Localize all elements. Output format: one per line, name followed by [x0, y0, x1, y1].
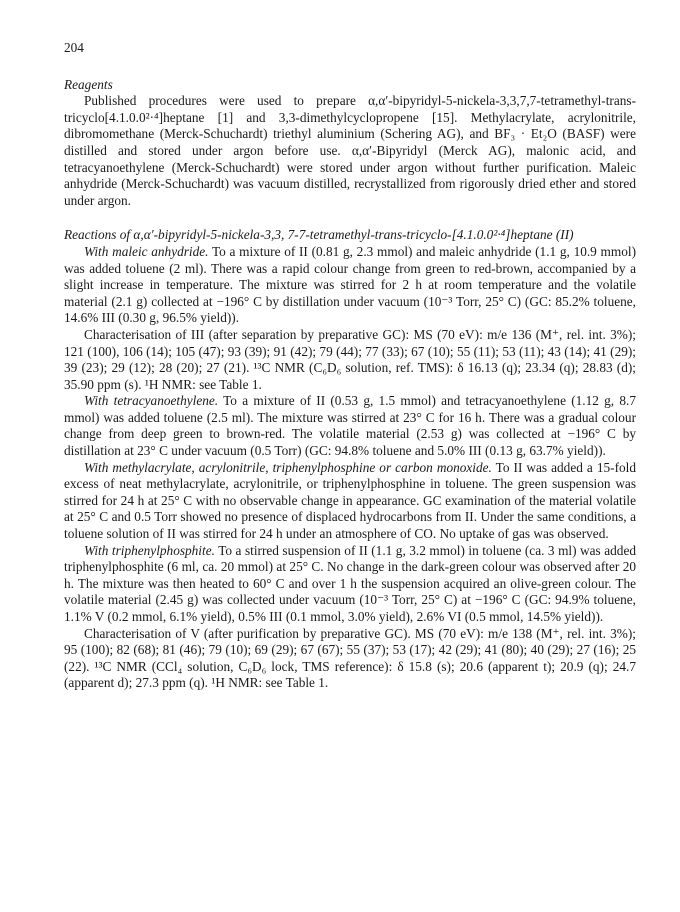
- maleic-paragraph: [64, 244, 636, 327]
- triphenylphosphite-paragraph: [64, 543, 636, 626]
- reactions-section: [64, 227, 636, 692]
- triphenylphosphite-text: To a stirred suspension of II (1.1 g, 3.2 mmol) in toluene (ca. 3 ml) was added triphenylphosphite (6 ml, ca. 20 mmol) at 25° C. No change in the dark-green colour was observed after 20 h. The mixture was then heated to 60° C and over 1 h the suspension acquired an olive-green colour. The volatile material (2.45 g) was collected under vacuum (10⁻³ Torr, 25° C) at −196° C (GC: 94.9% toluene, 1.1% V (0.2 mmol, 6.1% yield), 0.5% III (0.1 mmol, 3.0% yield), 2.6% VI (0.5 mmol, 14.5% yield)).: [64, 542, 636, 624]
- methylacrylate-paragraph: [64, 460, 636, 543]
- maleic-text: To a mixture of II (0.81 g, 2.3 mmol) and maleic anhydride (1.1 g, 10.9 mmol) was added toluene (2 ml). There was a rapid colour change from green to red-brown, accompanied by a slight increase in temperature. The mixture was stirred for 2 h at room temperature and the volatile material (2.1 g) collected at −196° C by distillation under vacuum (10⁻³ Torr, 25° C) (GC: 85.2% toluene, 14.6% III (0.30 g, 96.5% yield)).: [64, 243, 637, 326]
- methylacrylate-text: To II was added a 15-fold excess of neat methylacrylate, acrylonitrile, or triphenylphosphine in toluene. The green suspension was stirred for 24 h at 25° C with no observable change in appearance. GC examination of the material volatile at 25° C and 0.5 Torr showed no presence of displaced hydrocarbons from II. Under the same conditions, a toluene solution of II was stirred for 24 h under an atmosphere of CO. No uptake of gas was observed.: [64, 459, 636, 542]
- methylacrylate-label: With methylacrylate, acrylonitrile, triphenylphosphine or carbon monoxide.: [84, 459, 492, 475]
- tcne-text: To a mixture of II (0.53 g, 1.5 mmol) and tetracyanoethylene (1.12 g, 8.7 mmol) was added toluene (2.5 ml). The mixture was stirred at 23° C for 16 h. There was a gradual colour change from deep green to brown-red. The volatile material (2.53 g) was collected at −196° C by distillation at 23° C under vacuum (0.5 Torr) (GC: 94.8% toluene and 5.0% III (0.13 g, 63.7% yield)).: [64, 393, 636, 459]
- tcne-paragraph: [64, 393, 636, 459]
- reactions-heading: Reactions of α,α′-bipyridyl-5-nickela-3,3, 7-7-tetramethyl-trans-tricyclo-[4.1.0.0²·⁴]heptane (II): [64, 227, 574, 243]
- reagents-heading: Reagents: [64, 76, 113, 92]
- reagents-section: [64, 77, 636, 210]
- characterisation-iii-paragraph: Characterisation of III (after separation by preparative GC): MS (70 eV): m/e 136 (M⁺, rel. int. 3%); 121 (100), 106 (14); 105 (47); 93 (39); 91 (42); 79 (44); 77 (33); 67 (10); 55 (11); 53 (11); 43 (14); 41 (29); 39 (23); 29 (12); 28 (20); 27 (21). ¹³C NMR (C₆D₆ solution, ref. TMS): δ 16.13 (q); 23.34 (q); 28.83 (d); 35.90 ppm (s). ¹H NMR: see Table 1.: [64, 326, 636, 392]
- characterisation-v-paragraph: Characterisation of V (after purification by preparative GC). MS (70 eV): m/e 138 (M⁺, rel. int. 3%); 95 (100); 82 (68); 81 (46); 79 (10); 69 (29); 67 (67); 55 (37); 53 (17); 42 (29); 41 (80); 40 (29); 27 (16); 25 (22). ¹³C NMR (CCl₄ solution, C₆D₆ lock, TMS reference): δ 15.8 (s); 20.6 (apparent t); 20.9 (q); 24.7 (apparent d); 27.3 ppm (q). ¹H NMR: see Table 1.: [64, 625, 636, 691]
- page-number: 204: [64, 40, 84, 55]
- triphenylphosphite-label: With triphenylphosphite.: [84, 542, 215, 558]
- paper-page: [64, 40, 636, 710]
- tcne-label: With tetracyanoethylene.: [84, 393, 219, 409]
- reagents-paragraph: Published procedures were used to prepare α,α′-bipyridyl-5-nickela-3,3,7,7-tetramethyl-trans-tricyclo[4.1.0.0²·⁴]heptane [1] and 3,3-dimethylcyclopropene [15]. Methylacrylate, acrylonitrile, dibromomethane (Merck-Schuchardt) triethyl aluminium (Schering AG), and BF₃ · Et₂O (BASF) were distilled and stored under argon before use. α,α′-Bipyridyl (Merck AG), malonic acid, and tetracyanoethylene (Merck-Schuchardt) were stored under argon without further purification. Maleic anhydride (Merck-Schuchardt) was vacuum distilled, recrystallized from rigorously dried ether and stored under argon.: [64, 93, 636, 208]
- maleic-label: With maleic anhydride.: [84, 243, 209, 259]
